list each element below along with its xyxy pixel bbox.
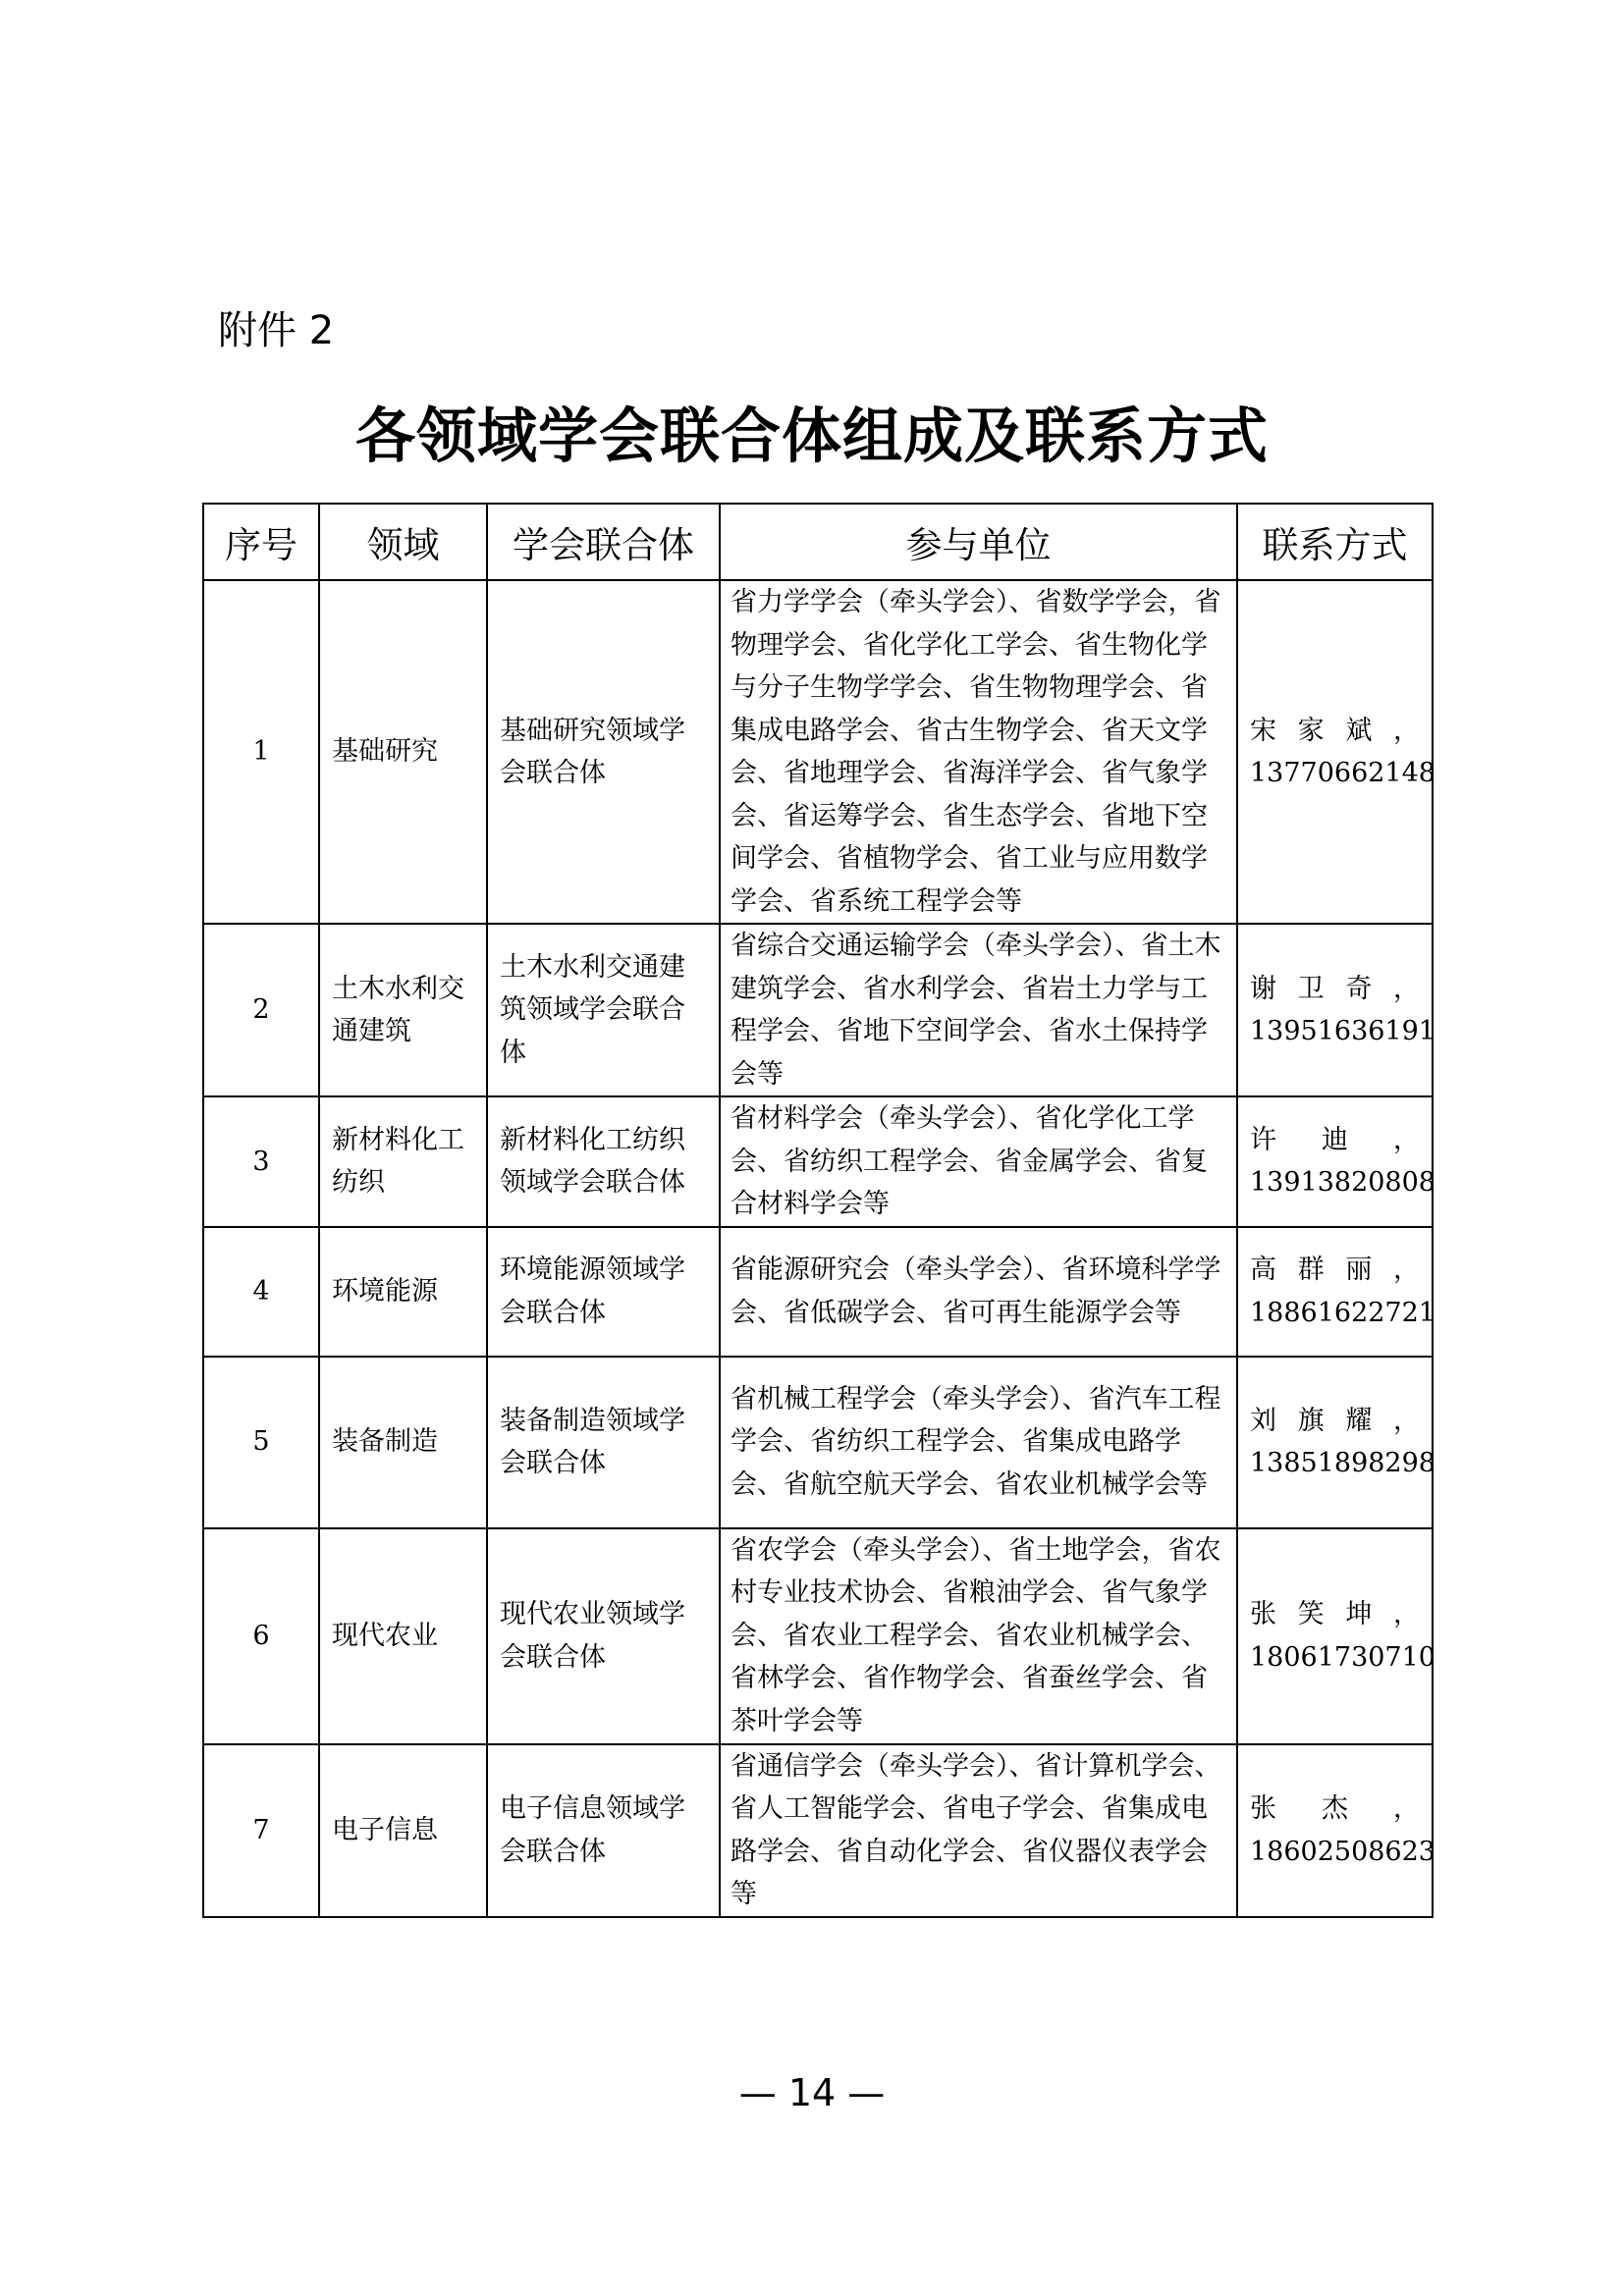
row-consortium: 环境能源领域学会联合体 xyxy=(487,1227,720,1357)
row-consortium: 新材料化工纺织领域学会联合体 xyxy=(487,1096,720,1227)
contact-name: 许迪， xyxy=(1250,1124,1420,1155)
table-header-row xyxy=(203,504,1433,580)
header-field: 领域 xyxy=(319,504,487,580)
row-consortium: 基础研究领域学会联合体 xyxy=(487,580,720,924)
row-units: 省综合交通运输学会（牵头学会）、省土木建筑学会、省水利学会、省岩土力学与工程学会、省地下空间学会、省水土保持学会等 xyxy=(720,924,1237,1096)
page-number: — 14 — xyxy=(738,2071,886,2114)
row-field: 环境能源 xyxy=(319,1227,487,1357)
row-consortium: 装备制造领域学会联合体 xyxy=(487,1357,720,1528)
consortium-table xyxy=(202,503,1434,1918)
contact-name: 高群丽， xyxy=(1250,1255,1420,1285)
row-field: 土木水利交通建筑 xyxy=(319,924,487,1096)
contact-phone: 18061730710 xyxy=(1250,1641,1435,1673)
row-field: 基础研究 xyxy=(319,580,487,924)
contact-name: 宋家斌， xyxy=(1250,715,1420,746)
table-row xyxy=(203,580,1433,924)
contact-name: 张杰， xyxy=(1250,1793,1420,1824)
row-field: 电子信息 xyxy=(319,1744,487,1917)
contact-name: 张笑坤， xyxy=(1250,1599,1420,1629)
contact-phone: 18861622721 xyxy=(1250,1297,1435,1328)
row-contact xyxy=(1237,1528,1433,1744)
row-seq: 6 xyxy=(203,1528,319,1744)
row-contact xyxy=(1237,580,1433,924)
row-seq: 1 xyxy=(203,580,319,924)
attachment-label: 附件 2 xyxy=(218,308,335,353)
contact-name: 刘旗耀， xyxy=(1250,1405,1420,1436)
row-units: 省农学会（牵头学会）、省土地学会，省农村专业技术协会、省粮油学会、省气象学会、省农业工程学会、省农业机械学会、省林学会、省作物学会、省蚕丝学会、省茶叶学会等 xyxy=(720,1528,1237,1744)
row-field: 装备制造 xyxy=(319,1357,487,1528)
row-seq: 4 xyxy=(203,1227,319,1357)
table-row xyxy=(203,1227,1433,1357)
header-consortium: 学会联合体 xyxy=(487,504,720,580)
row-field: 现代农业 xyxy=(319,1528,487,1744)
contact-phone: 13913820808 xyxy=(1250,1167,1435,1199)
contact-phone: 13951636191 xyxy=(1250,1016,1435,1046)
row-consortium: 土木水利交通建筑领域学会联合体 xyxy=(487,924,720,1096)
row-units: 省能源研究会（牵头学会）、省环境科学学会、省低碳学会、省可再生能源学会等 xyxy=(720,1227,1237,1357)
row-contact xyxy=(1237,924,1433,1096)
row-seq: 7 xyxy=(203,1744,319,1917)
document-title: 各领域学会联合体组成及联系方式 xyxy=(354,401,1269,471)
header-seq: 序号 xyxy=(203,504,319,580)
table-row xyxy=(203,1357,1433,1528)
header-units: 参与单位 xyxy=(720,504,1237,580)
table-row xyxy=(203,1096,1433,1227)
table-row xyxy=(203,1528,1433,1744)
row-seq: 5 xyxy=(203,1357,319,1528)
row-contact xyxy=(1237,1357,1433,1528)
row-consortium: 电子信息领域学会联合体 xyxy=(487,1744,720,1917)
contact-phone: 13851898298 xyxy=(1250,1448,1435,1478)
contact-phone: 13770662148 xyxy=(1250,758,1435,788)
row-units: 省通信学会（牵头学会）、省计算机学会、省人工智能学会、省电子学会、省集成电路学会、省自动化学会、省仪器仪表学会等 xyxy=(720,1744,1237,1917)
row-contact xyxy=(1237,1227,1433,1357)
contact-name: 谢卫奇， xyxy=(1250,973,1420,1004)
row-seq: 2 xyxy=(203,924,319,1096)
table-row xyxy=(203,924,1433,1096)
header-contact: 联系方式 xyxy=(1237,504,1433,580)
row-units: 省材料学会（牵头学会）、省化学化工学会、省纺织工程学会、省金属学会、省复合材料学会等 xyxy=(720,1096,1237,1227)
row-seq: 3 xyxy=(203,1096,319,1227)
row-consortium: 现代农业领域学会联合体 xyxy=(487,1528,720,1744)
row-units: 省力学学会（牵头学会）、省数学学会，省物理学会、省化学化工学会、省生物化学与分子生物学学会、省生物物理学会、省集成电路学会、省古生物学会、省天文学会、省地理学会、省海洋学会、省气象学会、省运筹学会、省生态学会、省地下空间学会、省植物学会、省工业与应用数学学会、省系统工程学会等 xyxy=(720,580,1237,924)
row-units: 省机械工程学会（牵头学会）、省汽车工程学会、省纺织工程学会、省集成电路学会、省航空航天学会、省农业机械学会等 xyxy=(720,1357,1237,1528)
row-contact xyxy=(1237,1096,1433,1227)
contact-phone: 18602508623 xyxy=(1250,1836,1435,1867)
row-contact xyxy=(1237,1744,1433,1917)
table-row xyxy=(203,1744,1433,1917)
row-field: 新材料化工纺织 xyxy=(319,1096,487,1227)
